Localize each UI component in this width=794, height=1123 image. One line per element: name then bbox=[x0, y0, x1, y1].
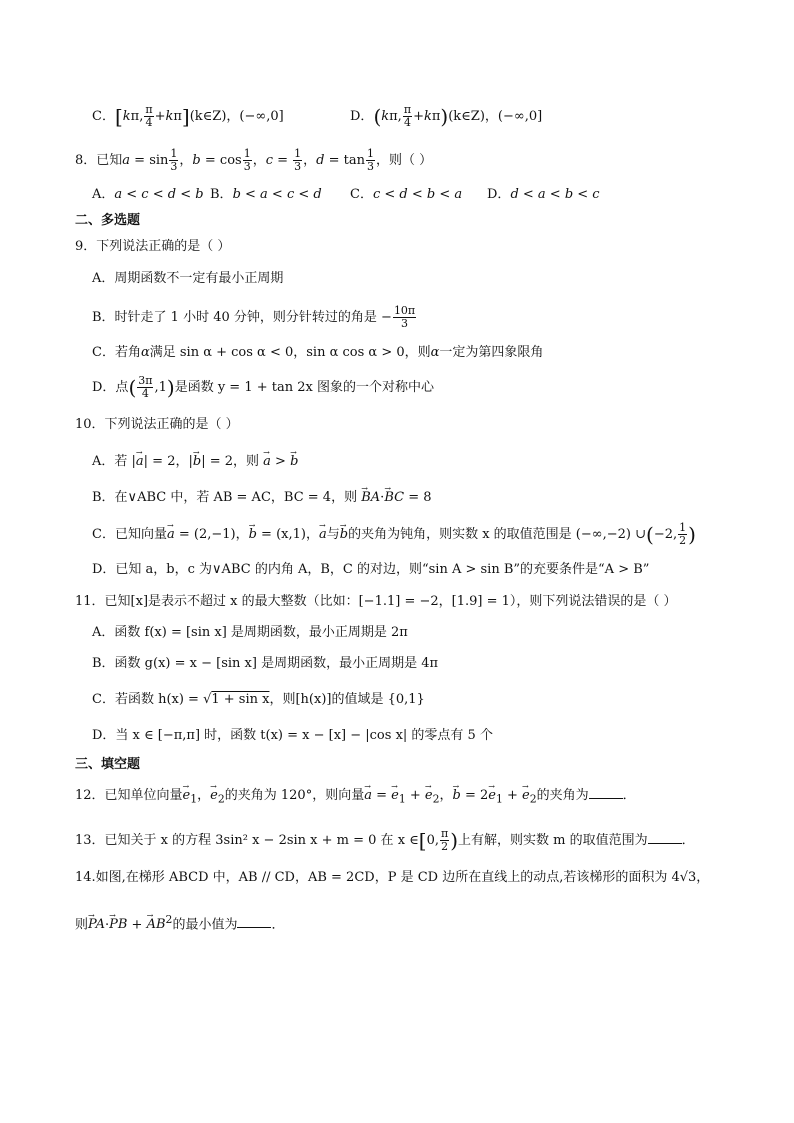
q10-option-c: C．已知向量→ a = (2,−1)，→ b = (x,1)，→ a与→ b的夹角为钝角，则实数 x 的取值范围是 (−∞,−2) ∪(−2, $\frac{1}{2}$ ) bbox=[92, 522, 696, 547]
q7-option-d: D．(kπ, $\frac{\pi}{4}$ +kπ)(k∈Z)，(−∞,0] bbox=[350, 103, 543, 129]
q8-option-d: D．d < a < b < c bbox=[487, 187, 600, 202]
q8-stem-start: 8．已知 bbox=[75, 153, 123, 168]
q11-option-a: A．函数 f(x) = [sin x] 是周期函数，最小正周期是 2π bbox=[92, 625, 408, 640]
q14-answer-blank[interactable] bbox=[237, 915, 271, 928]
q11-stem: 11．已知[x]是表示不超过 x 的最大整数（比如：[−1.1] = −2，[1.9] = 1），则下列说法错误的是（ ） bbox=[75, 594, 677, 609]
q9-option-b: B．时针走了 1 小时 40 分钟，则分针转过的角是 − $\frac{10\pi}{3}$ bbox=[92, 304, 416, 330]
q10-option-a: A．若 |→ a| = 2，|→ b| = 2，则 → a > → b bbox=[92, 452, 298, 472]
q9-option-c: C．若角α满足 sin α + cos α < 0，sin α cos α > 0，则α一定为第四象限角 bbox=[92, 345, 544, 360]
q7-d-tail: ，(−∞,0] bbox=[484, 109, 543, 124]
q8-option-b: B．b < a < c < d bbox=[210, 187, 322, 202]
q12-answer-blank[interactable] bbox=[589, 786, 623, 799]
q10-option-b: B．在∨ABC 中，若 AB = AC，BC = 4，则 → BA·→ BC = 8 bbox=[92, 488, 432, 508]
q14-stem-line1: 14.如图,在梯形 ABCD 中，AB // CD，AB = 2CD，P 是 CD 边所在直线上的动点,若该梯形的面积为 4√3， bbox=[75, 870, 710, 885]
q8-option-a: A．a < c < d < b bbox=[92, 187, 204, 202]
q14-stem-line2: 则→ PA·→ PB + → $AB^2$的最小值为 ． bbox=[75, 910, 284, 935]
q13-answer-blank[interactable] bbox=[648, 831, 682, 844]
q11-option-b: B．函数 g(x) = x − [sin x] 是周期函数，最小正周期是 4π bbox=[92, 656, 439, 671]
q7-c-tail: ，(−∞,0] bbox=[226, 109, 284, 124]
q9-option-d: D．点( $\frac{3\pi}{4}$ ,1)是函数 y = 1 + tan 2x 图象的一个对称中心 bbox=[92, 374, 434, 400]
q7-c-cond: (k∈Z) bbox=[189, 109, 227, 124]
section-multi-choice: 二、多选题 bbox=[75, 213, 141, 228]
q10-stem: 10．下列说法正确的是（ ） bbox=[75, 417, 239, 432]
q9-option-a: A．周期函数不一定有最小正周期 bbox=[92, 271, 284, 286]
q7-d-label: D． bbox=[350, 109, 374, 124]
q8-stem: 8．已知a = sin $\frac{1}{3}$ ，b = cos $\frac{1}{3}$ ，c = $\frac{1}{3}$ ，d = tan $\frac{1}{3}$ ，则（ ） bbox=[75, 147, 433, 173]
q9-stem: 9．下列说法正确的是（ ） bbox=[75, 239, 231, 254]
q7-option-c: C．[kπ, $\frac{\pi}{4}$ +kπ](k∈Z)，(−∞,0] bbox=[92, 103, 284, 129]
q11-option-c: C．若函数 h(x) = √1 + sin x，则[h(x)]的值域是 {0,1} bbox=[92, 692, 425, 707]
q11-option-d: D．当 x ∈ [−π,π] 时，函数 t(x) = x − [x] − |cos x| 的零点有 5 个 bbox=[92, 728, 493, 743]
q7-d-cond: (k∈Z) bbox=[448, 109, 485, 124]
section-fill-blank: 三、填空题 bbox=[75, 757, 141, 772]
q12-stem: 12．已知单位向量→ $e_1$，→ $e_2$的夹角为 120°，则向量→ a = → $e_1$ + → $e_2$，→ $b = 2\to e_1$ + → $e_2$的夹角为 ． bbox=[75, 786, 636, 810]
q8-option-c: C．c < d < b < a bbox=[350, 187, 463, 202]
q8-stem-tail: ，则（ ） bbox=[376, 153, 433, 168]
q10-option-d: D．已知 a，b，c 为∨ABC 的内角 A，B，C 的对边，则“sin A > sin B”的充要条件是“A > B” bbox=[92, 562, 650, 577]
q7-c-label: C． bbox=[92, 109, 115, 124]
q13-stem: 13．已知关于 x 的方程 3sin² x − 2sin x + m = 0 在 x ∈[0, $\frac{\pi}{2}$ )上有解，则实数 m 的取值范围为 ． bbox=[75, 827, 695, 853]
bracket: [ bbox=[114, 104, 123, 129]
